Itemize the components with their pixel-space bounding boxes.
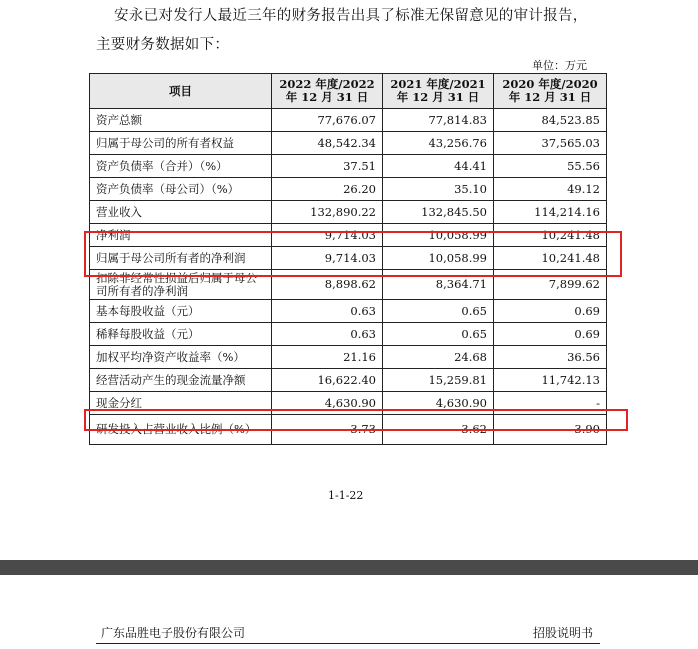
cell-2020: 36.56 (494, 346, 607, 369)
table-row (90, 300, 607, 323)
table-header-row (90, 74, 607, 109)
table-row (90, 109, 607, 132)
footer-doc-type: 招股说明书 (533, 626, 594, 640)
header-2021: 2021 年度/2021 年 12 月 31 日 (383, 74, 494, 109)
cell-2020: 7,899.62 (494, 270, 607, 300)
table-row (90, 247, 607, 270)
row-label: 资产负债率（合并）（%） (90, 155, 272, 178)
cell-2022: 48,542.34 (272, 132, 383, 155)
cell-2022: 26.20 (272, 178, 383, 201)
cell-2021: 43,256.76 (383, 132, 494, 155)
row-label: 研发投入占营业收入比例（%） (90, 415, 272, 445)
cell-2022: 21.16 (272, 346, 383, 369)
cell-2021: 4,630.90 (383, 392, 494, 415)
row-label: 净利润 (90, 224, 272, 247)
row-label: 扣除非经常性损益后归属于母公司所有者的净利润 (90, 270, 272, 300)
table-row (90, 369, 607, 392)
page-separator-bar (0, 560, 698, 575)
cell-2020: 0.69 (494, 323, 607, 346)
cell-2022: 0.63 (272, 323, 383, 346)
cell-2021: 10,058.99 (383, 247, 494, 270)
header-2020: 2020 年度/2020 年 12 月 31 日 (494, 74, 607, 109)
footer-rule (96, 643, 600, 644)
cell-2020: 10,241.48 (494, 247, 607, 270)
cell-2021: 24.68 (383, 346, 494, 369)
row-label: 加权平均净资产收益率（%） (90, 346, 272, 369)
cell-2021: 0.65 (383, 323, 494, 346)
cell-2022: 4,630.90 (272, 392, 383, 415)
cell-2022: 9,714.03 (272, 247, 383, 270)
row-label: 现金分红 (90, 392, 272, 415)
table-row (90, 323, 607, 346)
cell-2020: 10,241.48 (494, 224, 607, 247)
cell-2020: 11,742.13 (494, 369, 607, 392)
cell-2021: 0.65 (383, 300, 494, 323)
cell-2022: 0.63 (272, 300, 383, 323)
cell-2021: 132,845.50 (383, 201, 494, 224)
row-label: 归属于母公司所有者的净利润 (90, 247, 272, 270)
cell-2022: 132,890.22 (272, 201, 383, 224)
cell-2022: 9,714.03 (272, 224, 383, 247)
footer-company-name: 广东品胜电子股份有限公司 (101, 626, 246, 640)
cell-2022: 37.51 (272, 155, 383, 178)
table-row (90, 224, 607, 247)
header-2022: 2022 年度/2022 年 12 月 31 日 (272, 74, 383, 109)
row-label: 基本每股收益（元） (90, 300, 272, 323)
table-row (90, 346, 607, 369)
cell-2020: 49.12 (494, 178, 607, 201)
cell-2020: 84,523.85 (494, 109, 607, 132)
row-label: 营业收入 (90, 201, 272, 224)
cell-2021: 35.10 (383, 178, 494, 201)
header-item: 项目 (90, 74, 272, 109)
row-label: 稀释每股收益（元） (90, 323, 272, 346)
table-row (90, 201, 607, 224)
financial-data-table (89, 73, 607, 445)
unit-label: 单位：万元 (532, 59, 587, 72)
row-label: 经营活动产生的现金流量净额 (90, 369, 272, 392)
cell-2022: 16,622.40 (272, 369, 383, 392)
cell-2021: 44.41 (383, 155, 494, 178)
row-label: 资产负债率（母公司）（%） (90, 178, 272, 201)
page-number: 1-1-22 (328, 489, 364, 502)
cell-2022: 8,898.62 (272, 270, 383, 300)
row-label: 归属于母公司的所有者权益 (90, 132, 272, 155)
table-row (90, 155, 607, 178)
cell-2020: 37,565.03 (494, 132, 607, 155)
cell-2020: 0.69 (494, 300, 607, 323)
table-row (90, 132, 607, 155)
table-row (90, 415, 607, 445)
cell-2021: 3.62 (383, 415, 494, 445)
cell-2020: 55.56 (494, 155, 607, 178)
table-row (90, 270, 607, 300)
cell-2020: 114,214.16 (494, 201, 607, 224)
cell-2020: - (494, 392, 607, 415)
cell-2022: 77,676.07 (272, 109, 383, 132)
cell-2021: 10,058.99 (383, 224, 494, 247)
intro-line-2: 主要财务数据如下： (96, 37, 230, 53)
row-label: 资产总额 (90, 109, 272, 132)
cell-2020: 3.90 (494, 415, 607, 445)
cell-2021: 77,814.83 (383, 109, 494, 132)
cell-2021: 15,259.81 (383, 369, 494, 392)
cell-2022: 3.73 (272, 415, 383, 445)
table-row (90, 178, 607, 201)
cell-2021: 8,364.71 (383, 270, 494, 300)
table-row (90, 392, 607, 415)
intro-line-1: 安永已对发行人最近三年的财务报告出具了标准无保留意见的审计报告， (114, 8, 588, 24)
